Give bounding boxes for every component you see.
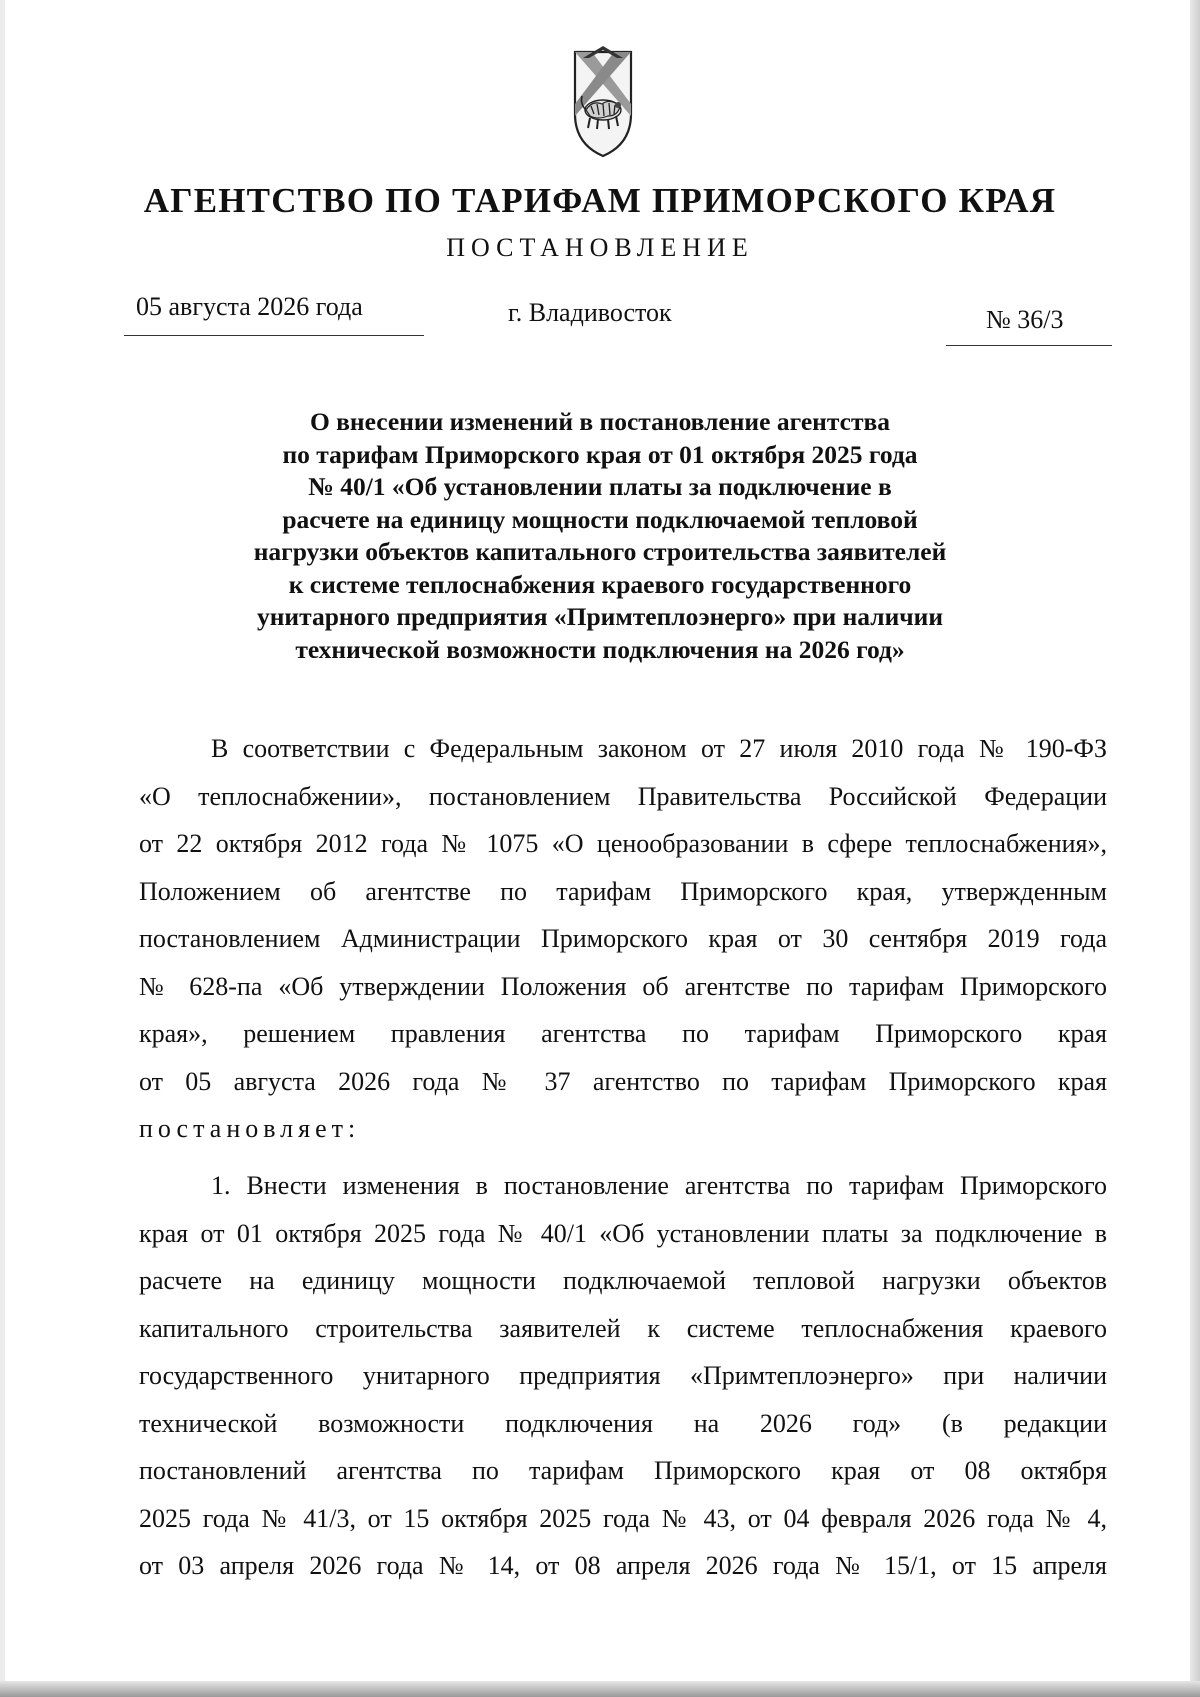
title-line: расчете на единицу мощности подключаемой тепловой (282, 504, 918, 534)
body-line: расчете на единицу мощности подключаемой тепловой нагрузки объектов (139, 1266, 1107, 1295)
body-line: постановлений агентства по тарифам Приморского края от 08 октября (139, 1456, 1107, 1485)
body-line: В соответствии с Федеральным законом от 27 июля 2010 года № 190-ФЗ (211, 734, 1107, 763)
body-line: «О теплоснабжении», постановлением Правительства Российской Федерации (139, 781, 1107, 811)
body-line: от 22 октября 2012 года № 1075 «О ценообразовании в сфере теплоснабжения», (139, 829, 1107, 858)
body-line: края от 01 октября 2025 года № 40/1 «Об установлении платы за подключение в (139, 1218, 1107, 1248)
title-line: нагрузки объектов капитального строительства заявителей (253, 537, 947, 566)
body-line: капитального строительства заявителей к системе теплоснабжения краевого (139, 1313, 1107, 1343)
body-line: Положением об агентстве по тарифам Приморского края, утвержденным (139, 876, 1107, 906)
title-line: технической возможности подключения на 2026 год» (295, 634, 905, 664)
body-line: № 628-па «Об утверждении Положения об агентстве по тарифам Приморского (139, 971, 1107, 1001)
document-type: ПОСТАНОВЛЕНИЕ (446, 233, 754, 262)
primorsky-krai-coat-of-arms-icon (572, 44, 634, 159)
title-line: О внесении изменений в постановление агентства (309, 407, 891, 436)
item-1-paragraph (139, 1162, 1107, 1590)
date-underline (124, 335, 424, 336)
title-line: № 40/1 «Об установлении платы за подключение в (308, 472, 892, 501)
number-underline (946, 345, 1112, 346)
body-line: края», решением правления агентства по тарифам Приморского края (139, 1019, 1107, 1048)
body-line: 1. Внести изменения в постановление агентства по тарифам Приморского (211, 1171, 1107, 1200)
title-line: по тарифам Приморского края от 01 октября 2025 года (282, 439, 918, 469)
title-line: унитарного предприятия «Примтеплоэнерго» при наличии (256, 602, 944, 631)
body-line: государственного унитарного предприятия «Примтеплоэнерго» при наличии (139, 1361, 1107, 1390)
preamble-paragraph (139, 725, 1107, 1153)
document-date: 05 августа 2026 года (136, 292, 363, 321)
body-line: постановлением Администрации Приморского края от 30 сентября 2019 года (139, 924, 1107, 953)
body-line: от 05 августа 2026 года № 37 агентство по тарифам Приморского края (139, 1066, 1107, 1096)
body-line: от 03 апреля 2026 года № 14, от 08 апреля 2026 года № 15/1, от 15 апреля (139, 1551, 1107, 1580)
scan-bottom-edge (0, 1681, 1200, 1697)
document-number: № 36/3 (986, 305, 1064, 334)
decree-keyword: постановляет: (139, 1114, 361, 1143)
document-city: г. Владивосток (508, 298, 672, 327)
body-line: технической возможности подключения на 2026 год» (в редакции (139, 1408, 1107, 1438)
body-line: 2025 года № 41/3, от 15 октября 2025 года № 43, от 04 февраля 2026 года № 4, (139, 1503, 1107, 1533)
document-title (0, 406, 1200, 666)
agency-name: АГЕНТСТВО ПО ТАРИФАМ ПРИМОРСКОГО КРАЯ (143, 181, 1057, 220)
title-line: к системе теплоснабжения краевого государственного (288, 569, 912, 599)
